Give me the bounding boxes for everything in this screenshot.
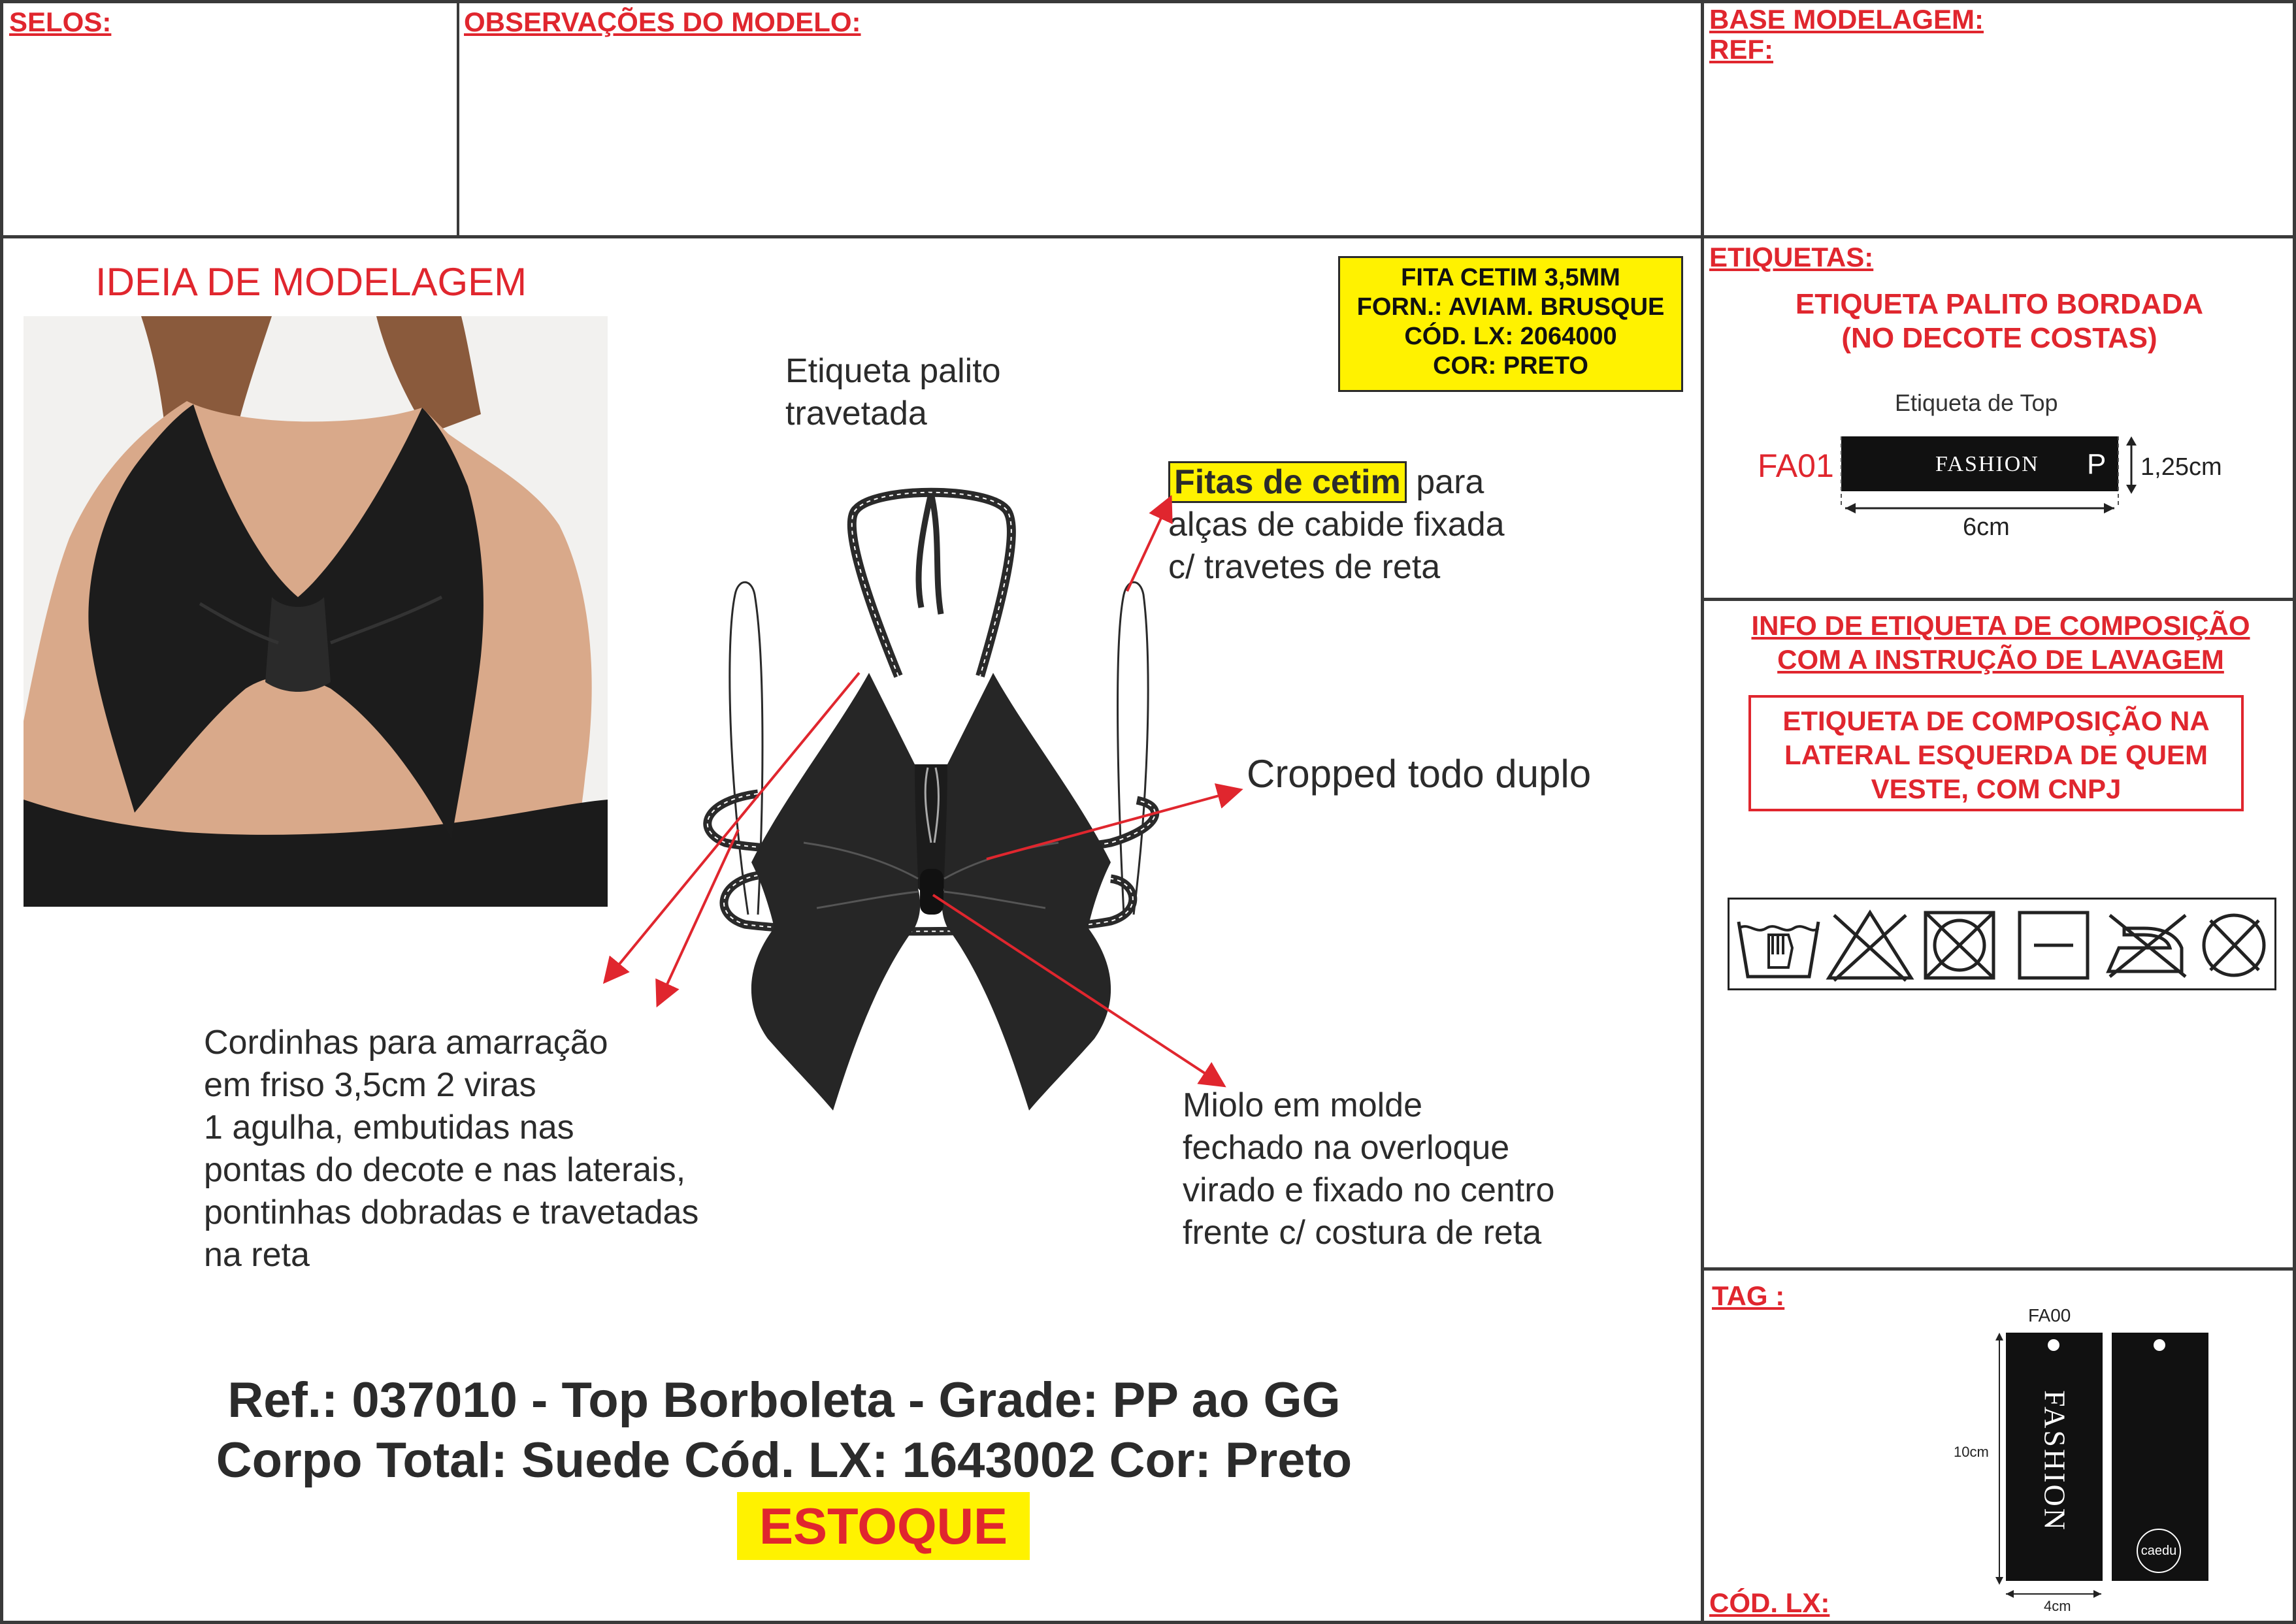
composicao-divider [1702, 1267, 2296, 1271]
tag-width: 4cm [2044, 1598, 2071, 1614]
note-line: travetada [785, 395, 927, 432]
hand-wash-icon [1739, 922, 1818, 977]
note-line: pontinhas dobradas e travetadas [204, 1194, 699, 1231]
note-line: pontas do decote e nas laterais, [204, 1151, 686, 1189]
note-line: frente c/ costura de reta [1183, 1214, 1542, 1252]
note-line: virado e fixado no centro [1183, 1171, 1555, 1209]
base-modelagem-label: BASE MODELAGEM: [1709, 4, 1984, 35]
fita-box-line: FORN.: AVIAM. BRUSQUE [1356, 293, 1665, 321]
neck-tie [919, 493, 941, 614]
care-symbols-strip [1728, 898, 2276, 990]
note-line: alças de cabide fixada [1168, 506, 1505, 544]
composicao-box-line: LATERAL ESQUERDA DE QUEM [1784, 739, 2208, 770]
center-knot [920, 869, 943, 915]
fita-box-line: COR: PRETO [1433, 352, 1588, 380]
etiquetas-label: ETIQUETAS: [1709, 242, 1874, 272]
fitas-highlight: Fitas de cetim [1168, 461, 1407, 503]
body-right-panel [937, 673, 1111, 1111]
ref-line: Ref.: 037010 - Top Borboleta - Grade: PP ao GG [227, 1372, 1341, 1428]
no-iron-icon [2108, 915, 2186, 977]
line-dry-icon [2020, 913, 2088, 978]
body-left-panel [751, 673, 925, 1111]
label-dimension-lines [1829, 425, 2169, 523]
note-line: fechado na overloque [1183, 1129, 1510, 1167]
fita-box-line: CÓD. LX: 2064000 [1404, 323, 1617, 350]
ideia-title: IDEIA DE MODELAGEM [95, 260, 527, 304]
selos-label: SELOS: [9, 7, 112, 37]
tag-hole [2154, 1339, 2165, 1351]
tag-brand: FASHION [2038, 1390, 2072, 1532]
no-tumble-dry-icon [1926, 913, 1993, 978]
label-caption: Etiqueta de Top [1895, 389, 2058, 416]
note-line: em friso 3,5cm 2 viras [204, 1066, 536, 1104]
hang-tag-back [2112, 1333, 2208, 1581]
palito-title-line: (NO DECOTE COSTAS) [1841, 322, 2157, 354]
note-line: Miolo em molde [1183, 1086, 1423, 1124]
label-width: 6cm [1963, 513, 2010, 541]
composicao-title-line: INFO DE ETIQUETA DE COMPOSIÇÃO [1751, 610, 2250, 641]
right-column-divider [1701, 0, 1704, 1624]
woven-label-brand: FASHION [1935, 452, 2039, 476]
no-dry-clean-icon [2204, 915, 2264, 975]
etiquetas-divider [1702, 598, 2296, 601]
composicao-box [1748, 695, 2244, 811]
note-line: Cordinhas para amarração [204, 1024, 608, 1062]
composicao-title-line: COM A INSTRUÇÃO DE LAVAGEM [1777, 644, 2224, 675]
cod-lx-label: CÓD. LX: [1709, 1587, 1830, 1618]
tag-label: TAG : [1712, 1280, 1785, 1311]
note-fragment: para [1406, 463, 1484, 501]
hanger-loop-right [1118, 582, 1149, 915]
composicao-box-line: VESTE, COM CNPJ [1871, 773, 2122, 804]
fita-box-line: FITA CETIM 3,5MM [1401, 264, 1620, 291]
note-line: 1 agulha, embutidas nas [204, 1109, 574, 1146]
note-line: Etiqueta palito [785, 352, 1001, 390]
label-height: 1,25cm [2140, 453, 2222, 481]
composicao-box-line: ETIQUETA DE COMPOSIÇÃO NA [1782, 706, 2210, 736]
no-bleach-icon [1829, 913, 1911, 981]
estoque-badge: ESTOQUE [737, 1492, 1030, 1560]
composicao-title [1707, 609, 2295, 677]
label-code: FA01 [1758, 447, 1834, 484]
palito-title [1712, 287, 2287, 355]
observacoes-label: OBSERVAÇÕES DO MODELO: [464, 7, 861, 37]
arrow-fitas [1127, 500, 1170, 591]
tag-height: 10cm [1954, 1444, 1989, 1460]
woven-label-size: P [2087, 448, 2107, 480]
note-line: c/ travetes de reta [1168, 548, 1441, 586]
corpo-line: Corpo Total: Suede Cód. LX: 1643002 Cor: Preto [216, 1433, 1353, 1488]
tag-brand-back: caedu [2137, 1529, 2181, 1573]
note-cropped: Cropped todo duplo [1247, 752, 1592, 796]
palito-title-line: ETIQUETA PALITO BORDADA [1795, 288, 2204, 320]
tag-dimension-lines [1986, 1326, 2117, 1620]
outer-right-border [2293, 0, 2296, 1624]
note-line: na reta [204, 1236, 310, 1274]
ref-label: REF: [1709, 34, 1773, 65]
tag-code: FA00 [2028, 1305, 2071, 1325]
halter-strap [852, 493, 1011, 676]
